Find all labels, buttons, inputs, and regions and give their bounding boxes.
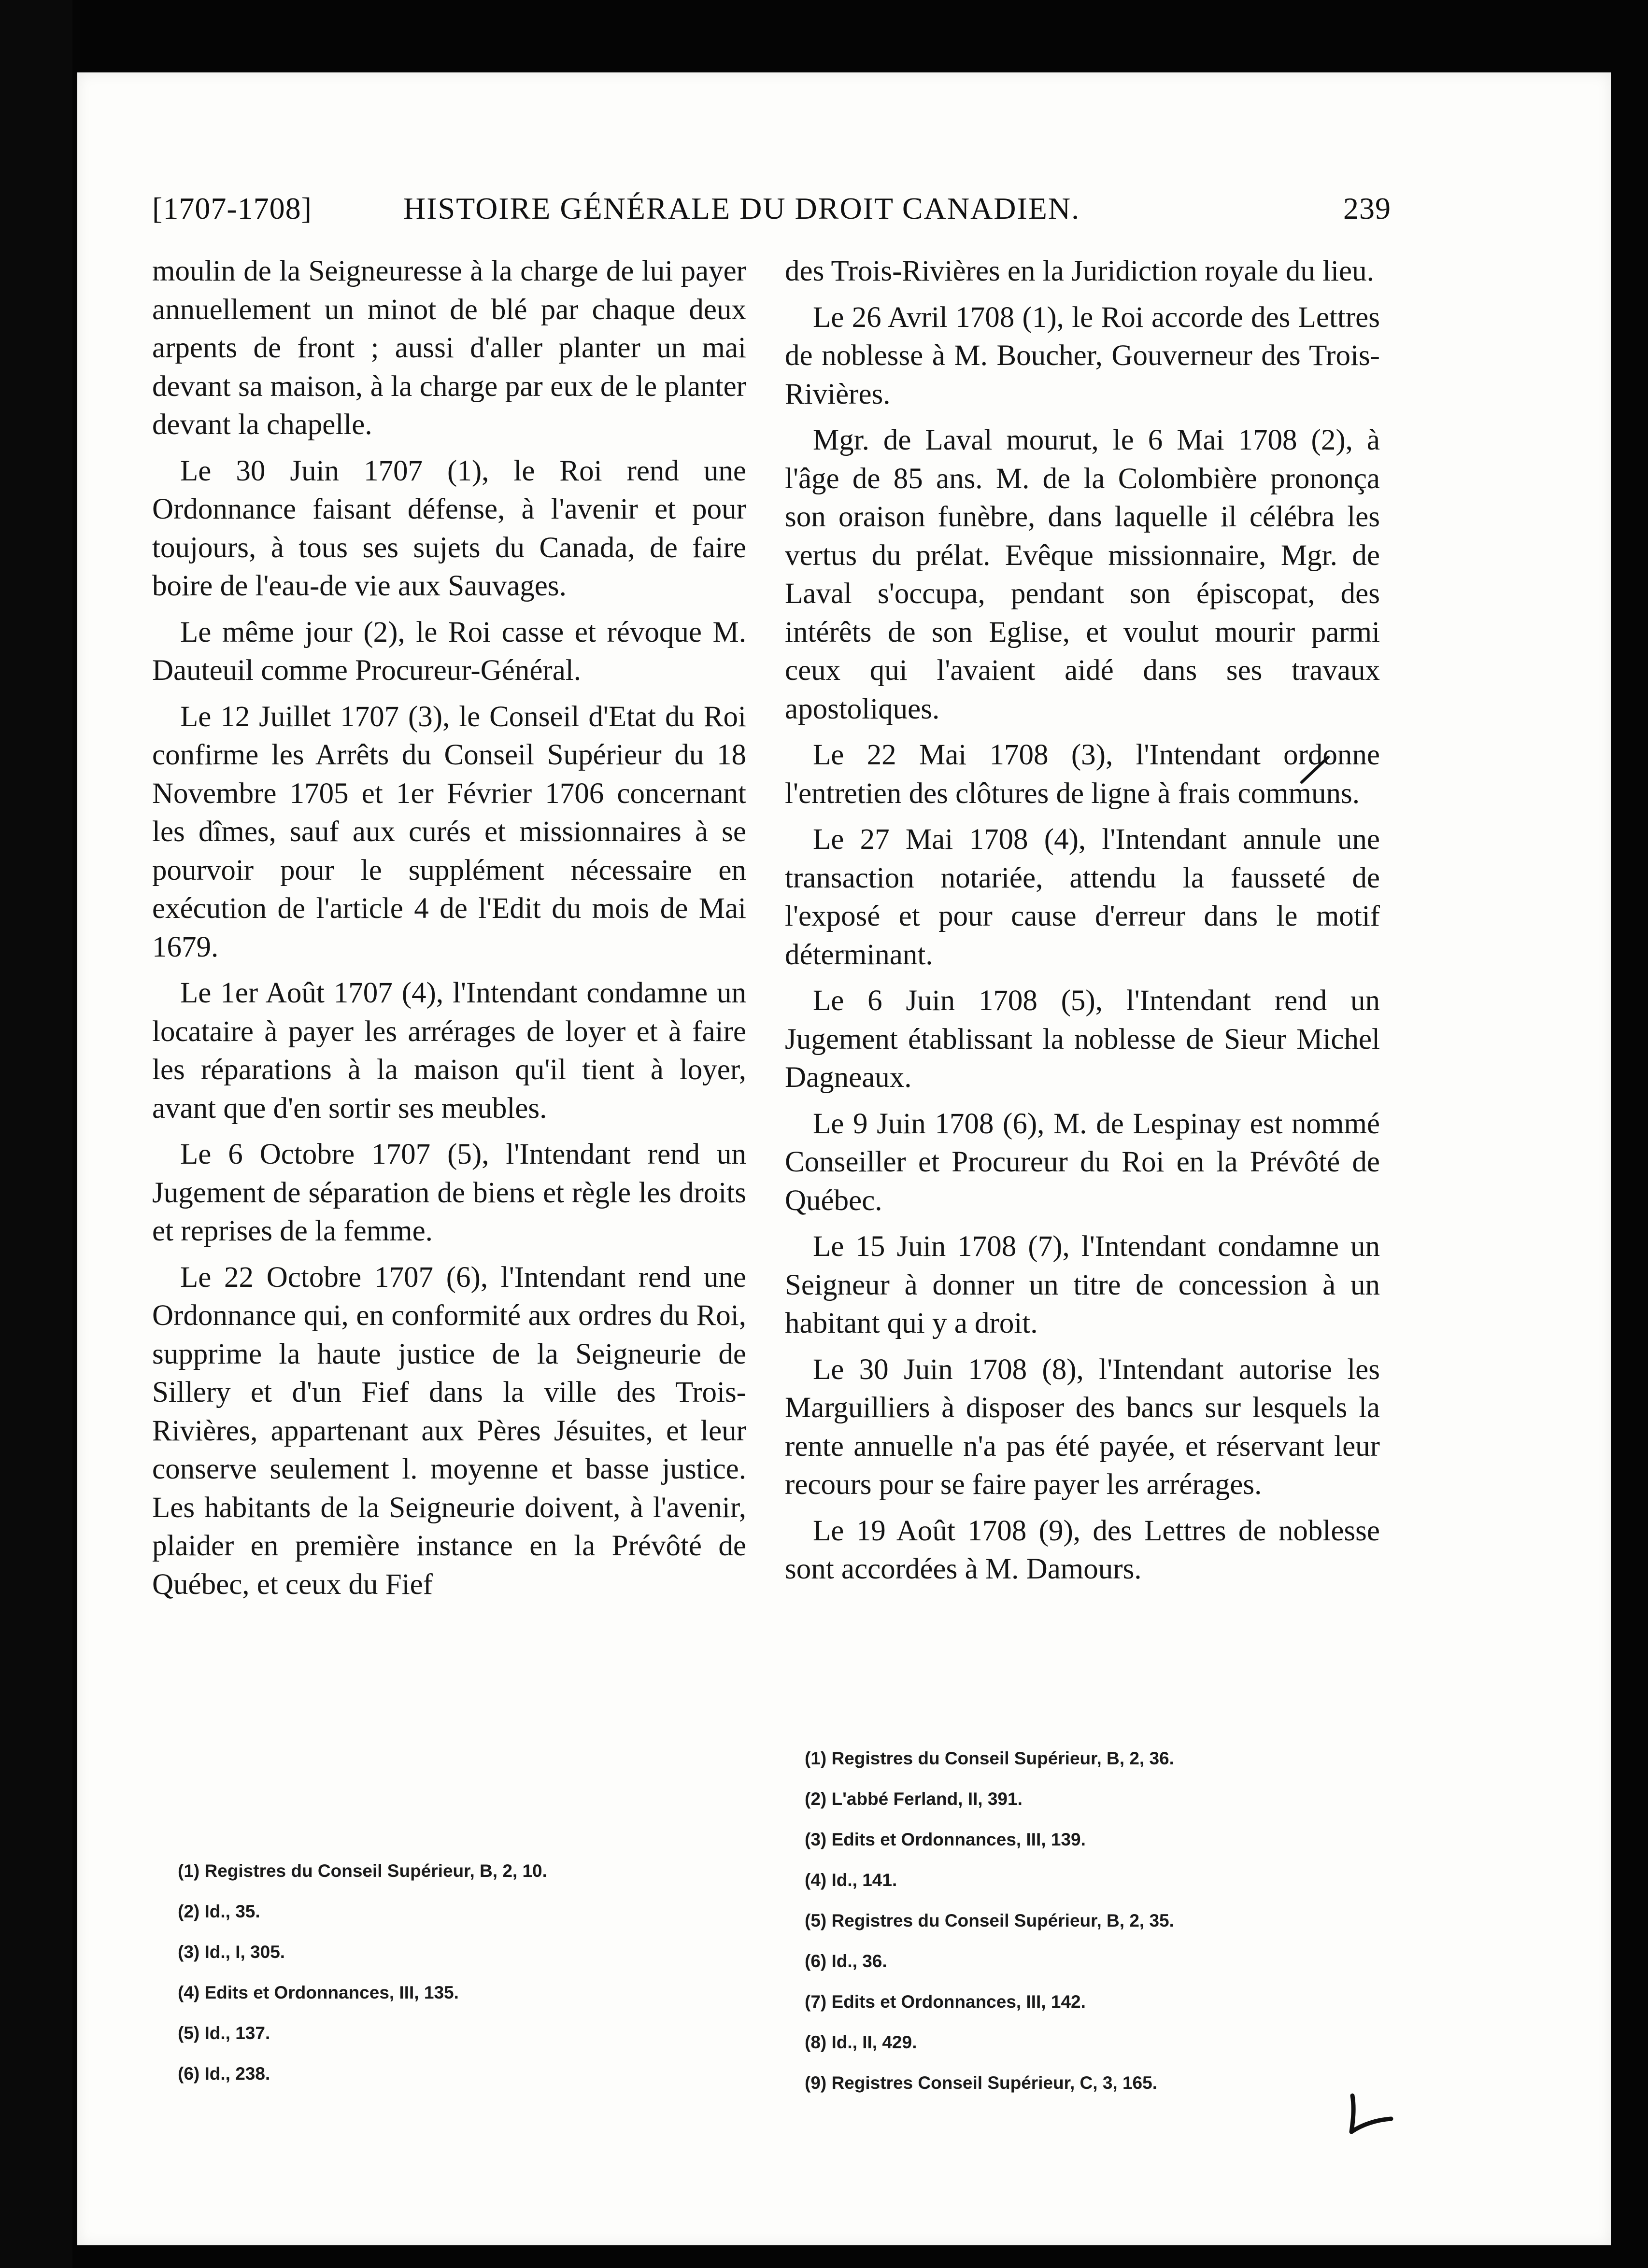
footnote: (6) Id., 238. [178,2064,270,2084]
footnote: (3) Edits et Ordonnances, III, 139. [805,1830,1086,1849]
paragraph: Le 15 Juin 1708 (7), l'Intendant condamne un Seigneur à donner un titre de concession à un habitant qui y a droit. [785,1230,1380,1339]
paragraph: Le 6 Juin 1708 (5), l'Intendant rend un Jugement établissant la noblesse de Sieur Michel Dagneaux. [785,985,1380,1094]
paragraph: Le 6 Octobre 1707 (5), l'Intendant rend un Jugement de séparation de biens et règle les droits et reprises de la femme. [152,1138,746,1247]
footnote: (2) Id., 35. [178,1902,260,1921]
paragraph: Le 27 Mai 1708 (4), l'Intendant annule une transaction notariée, attendu la fausseté de l'exposé et pour cause d'erreur dans le motif déterminant. [785,823,1380,971]
footnote: (6) Id., 36. [805,1951,887,1971]
paragraph: Le 22 Mai 1708 (3), l'Intendant ordonne l'entretien des clôtures de ligne à frais communs. [785,739,1380,810]
footnote: (1) Registres du Conseil Supérieur, B, 2, 36. [805,1748,1174,1768]
scanner-edge [0,0,72,2268]
paragraph: moulin de la Seigneuresse à la charge de lui payer annuellement un minot de blé par chaque deux arpents de front ; aussi d'aller planter un mai devant sa maison, à la charge par eux de le planter devant la chapelle. [152,255,746,441]
footnote: (4) Id., 141. [805,1870,897,1890]
footnote: (1) Registres du Conseil Supérieur, B, 2, 10. [178,1861,547,1881]
paragraph: Le 30 Juin 1708 (8), l'Intendant autorise les Marguilliers à disposer des bancs sur lesquels la rente annuelle n'a pas été payée, et réservant leur recours pour se faire payer les arrérages. [785,1353,1380,1501]
header-title: HISTOIRE GÉNÉRALE DU DROIT CANADIEN. [403,191,1080,225]
right-footnotes [805,1738,1360,2103]
left-text-column [152,252,746,1611]
paragraph: Le 22 Octobre 1707 (6), l'Intendant rend une Ordonnance qui, en conformité aux ordres du Roi, supprime la haute justice de la Seigneurie de Sillery et d'un Fief dans la ville des Trois-Rivières, appartenant aux Pères Jésuites, et leur conserve seulement l. moyenne et basse justice. Les habitants de la Seigneurie doivent, à l'avenir, plaider en première instance en la Prévôté de Québec, et ceux du Fief [152,1261,746,1601]
right-text-column [785,252,1380,1596]
left-footnotes [178,1851,709,2094]
header-date-range: [1707-1708] [152,191,312,225]
footnote: (8) Id., II, 429. [805,2032,917,2052]
paragraph: Le 30 Juin 1707 (1), le Roi rend une Ordonnance faisant défense, à l'avenir et pour toujours, à tous ses sujets du Canada, de faire boire de l'eau-de vie aux Sauvages. [152,454,746,602]
page-number: 239 [1343,191,1391,225]
pencil-check-mark [1343,2091,1396,2134]
paragraph: Le 12 Juillet 1707 (3), le Conseil d'Etat du Roi confirme les Arrêts du Conseil Supérieur du 18 Novembre 1705 et 1er Février 1706 concernant les dîmes, sauf aux curés et missionnaires à se pourvoir pour le supplément nécessaire en exécution de l'article 4 de l'Edit du mois de Mai 1679. [152,700,746,963]
paragraph: Le 9 Juin 1708 (6), M. de Lespinay est nommé Conseiller et Procureur du Roi en la Prévôté de Québec. [785,1107,1380,1217]
footnote: (3) Id., I, 305. [178,1942,285,1962]
ink-slash-mark [1299,753,1333,787]
paragraph: Le 1er Août 1707 (4), l'Intendant condamne un locataire à payer les arrérages de loyer et à faire les réparations à la maison qu'il tient à loyer, avant que d'en sortir ses meubles. [152,977,746,1125]
footnote: (7) Edits et Ordonnances, III, 142. [805,1992,1086,2012]
footnote: (9) Registres Conseil Supérieur, C, 3, 165. [805,2073,1157,2093]
paragraph: Mgr. de Laval mourut, le 6 Mai 1708 (2), à l'âge de 85 ans. M. de la Colombière prononça son oraison funèbre, dans laquelle il célébra les vertus du prélat. Evêque missionnaire, Mgr. de Laval s'occupa, pendant son épiscopat, des intérêts de son Eglise, et voulut mourir parmi ceux qui l'avaient aidé dans ses travaux apostoliques. [785,424,1380,725]
footnote: (2) L'abbé Ferland, II, 391. [805,1789,1023,1809]
paragraph: des Trois-Rivières en la Juridiction royale du lieu. [785,255,1374,287]
footnote: (5) Id., 137. [178,2023,270,2043]
running-header [152,191,1391,234]
footnote: (5) Registres du Conseil Supérieur, B, 2, 35. [805,1911,1174,1930]
paragraph: Le 26 Avril 1708 (1), le Roi accorde des Lettres de noblesse à M. Boucher, Gouverneur des Trois-Rivières. [785,301,1380,410]
paragraph: Le même jour (2), le Roi casse et révoque M. Dauteuil comme Procureur-Général. [152,616,746,687]
paragraph: Le 19 Août 1708 (9), des Lettres de noblesse sont accordées à M. Damours. [785,1514,1380,1585]
footnote: (4) Edits et Ordonnances, III, 135. [178,1983,459,2002]
